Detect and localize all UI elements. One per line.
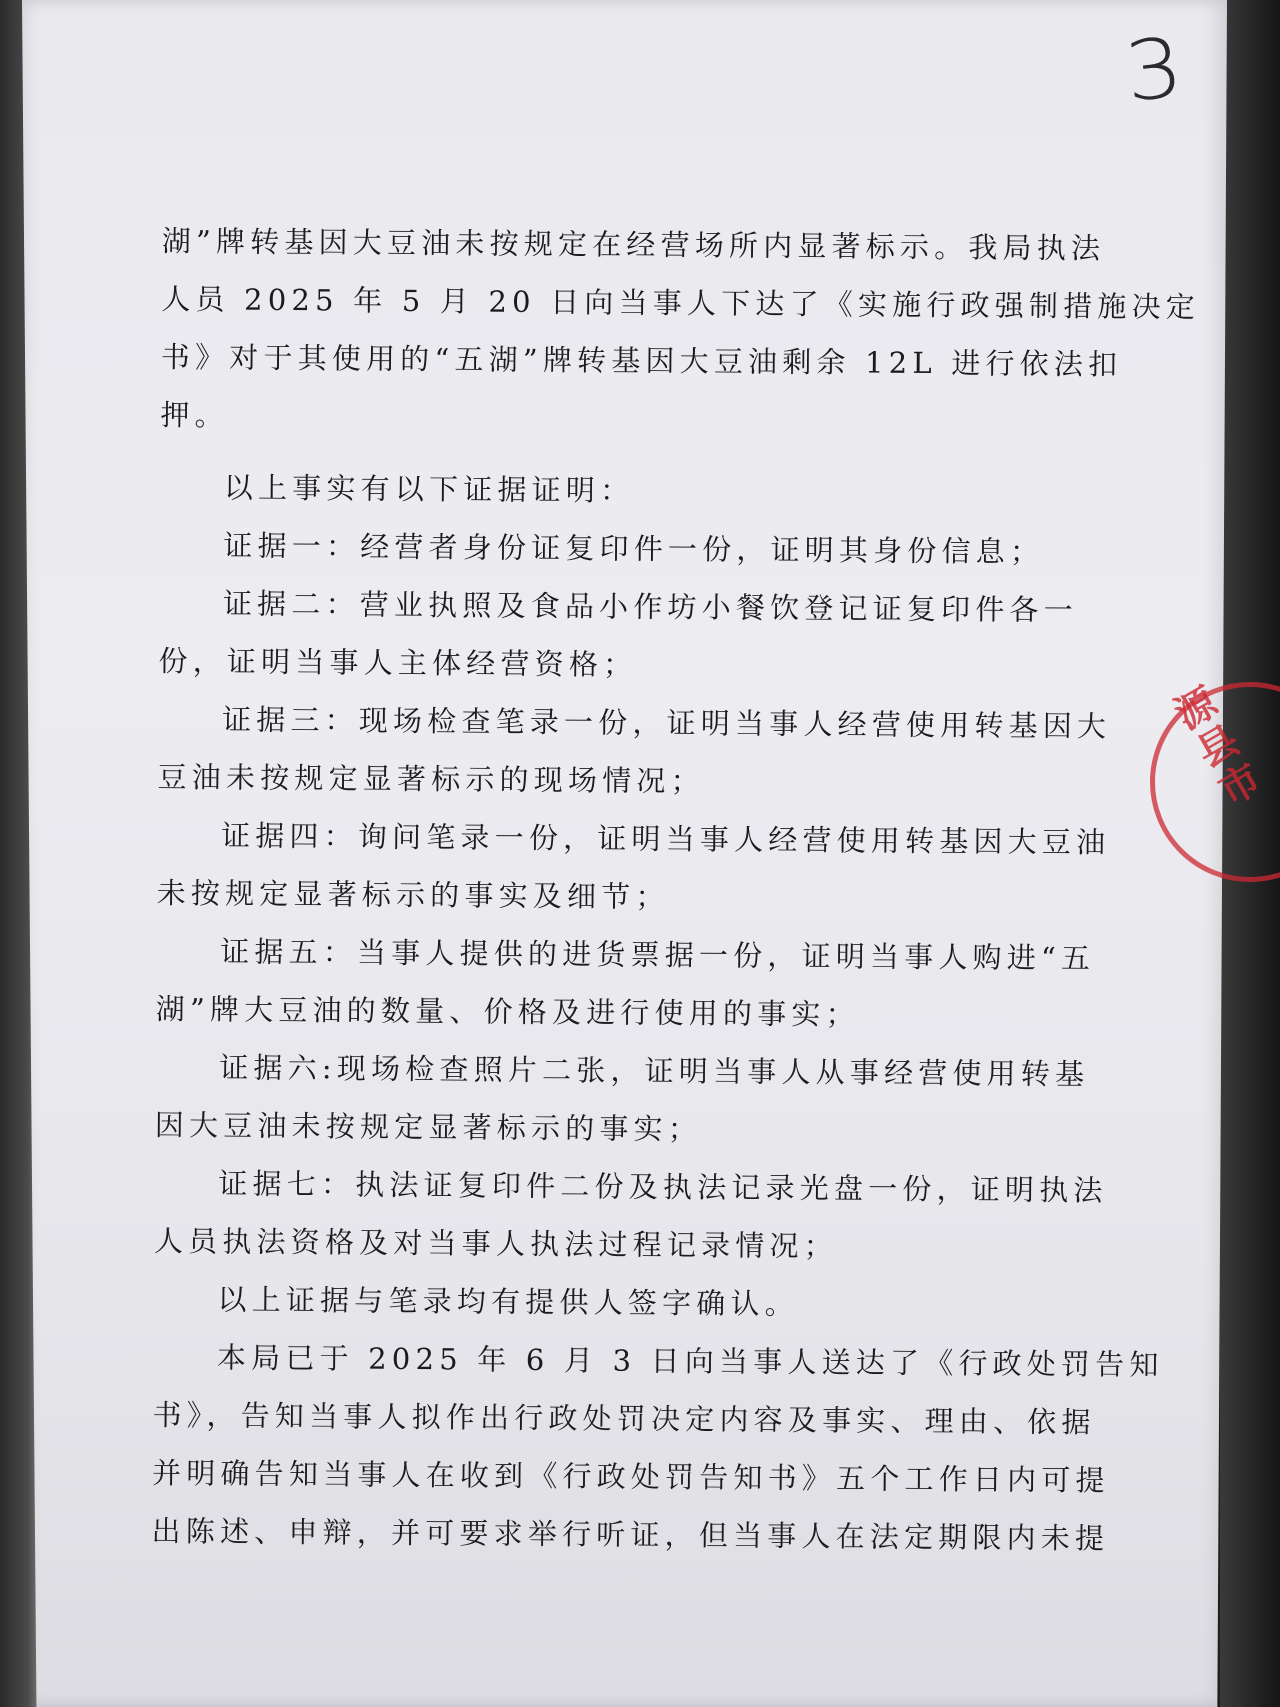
handwritten-page-number: 3	[1120, 20, 1188, 121]
notice-paragraph-cont: 并明确告知当事人在收到《行政处罚告知书》五个工作日内可提	[151, 1455, 1110, 1498]
evidence-4: 证据四：询问笔录一份，证明当事人经营使用转基因大豆油	[220, 818, 1111, 860]
document-body	[151, 212, 1201, 1567]
evidence-3: 证据三：现场检查笔录一份，证明当事人经营使用转基因大	[221, 702, 1112, 744]
evidence-3-cont: 豆油未按规定显著标示的现场情况；	[157, 759, 705, 799]
evidence-7-cont: 人员执法资格及对当事人执法过程记录情况；	[153, 1223, 839, 1264]
notice-paragraph-cont: 书》，告知当事人拟作出行政处罚决定内容及事实、理由、依据	[152, 1397, 1096, 1440]
evidence-7: 证据七：执法证复印件二份及执法记录光盘一份，证明执法	[218, 1166, 1108, 1208]
notice-paragraph: 本局已于 2025 年 6 月 3 日向当事人送达了《行政处罚告知	[216, 1340, 1164, 1382]
evidence-6: 证据六:现场检查照片二张，证明当事人从事经营使用转基	[219, 1050, 1090, 1092]
body-line: 湖”牌转基因大豆油未按规定在经营场所内显著标示。我局执法	[161, 223, 1106, 266]
body-line: 押。	[160, 397, 229, 433]
evidence-6-cont: 因大豆油未按规定显著标示的事实；	[154, 1107, 703, 1147]
body-line: 书》对于其使用的“五湖”牌转基因大豆油剩余 12L 进行依法扣	[160, 339, 1123, 382]
evidence-1: 证据一：经营者身份证复印件一份，证明其身份信息；	[223, 528, 1045, 569]
signature-confirmation: 以上证据与笔录均有提供人签字确认。	[217, 1282, 799, 1322]
evidence-intro: 以上事实有以下证据证明：	[223, 470, 635, 508]
evidence-5-cont: 湖”牌大豆油的数量、价格及进行使用的事实；	[155, 991, 860, 1032]
evidence-5: 证据五：当事人提供的进货票据一份，证明当事人购进“五	[220, 934, 1096, 976]
red-seal-text: 源县市	[1167, 679, 1270, 816]
evidence-4-cont: 未按规定显著标示的事实及细节；	[156, 875, 670, 915]
body-line: 人员 2025 年 5 月 20 日向当事人下达了《实施行政强制措施决定	[161, 281, 1201, 325]
evidence-2-cont: 份，证明当事人主体经营资格；	[158, 643, 638, 682]
evidence-2: 证据二：营业执照及食品小作坊小餐饮登记证复印件各一	[222, 586, 1079, 628]
notice-paragraph-cont: 出陈述、申辩，并可要求举行听证，但当事人在法定期限内未提	[151, 1513, 1110, 1556]
